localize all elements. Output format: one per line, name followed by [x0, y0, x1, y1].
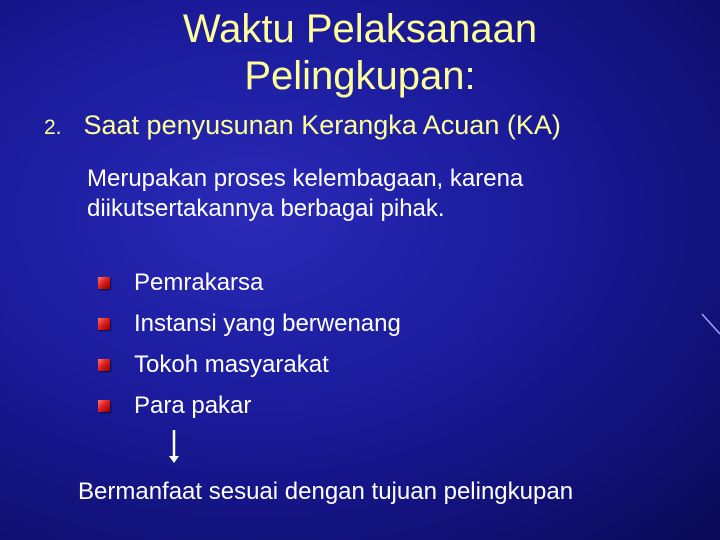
list-item — [98, 303, 401, 344]
list-item-label: Para pakar — [134, 391, 252, 419]
heading-number: 2. — [44, 116, 62, 139]
list-item-label: Instansi yang berwenang — [134, 309, 401, 337]
section-heading — [44, 110, 561, 141]
slide-title-line1: Waktu Pelaksanaan — [182, 7, 538, 51]
list-item-label: Pemrakarsa — [134, 268, 264, 296]
paragraph-line1: Merupakan proses kelembagaan, karena — [87, 165, 524, 192]
red-square-bullet-icon — [98, 318, 110, 330]
list-item — [98, 385, 401, 426]
heading-text: Saat penyusunan Kerangka Acuan (KA) — [83, 110, 561, 140]
slide-title — [90, 6, 630, 100]
down-arrow-icon — [165, 430, 183, 464]
red-square-bullet-icon — [98, 277, 110, 289]
red-square-bullet-icon — [98, 359, 110, 371]
list-item-label: Tokoh masyarakat — [134, 350, 329, 378]
conclusion-text: Bermanfaat sesuai dengan tujuan pelingkupan — [78, 478, 574, 505]
slide-title-line2: Pelingkupan: — [244, 54, 476, 98]
paragraph-line2: diikutsertakannya berbagai pihak. — [87, 195, 445, 222]
description-paragraph — [87, 164, 647, 224]
stakeholder-list — [98, 262, 401, 426]
list-item — [98, 344, 401, 385]
decorative-line — [700, 312, 720, 336]
red-square-bullet-icon — [98, 400, 110, 412]
list-item — [98, 262, 401, 303]
